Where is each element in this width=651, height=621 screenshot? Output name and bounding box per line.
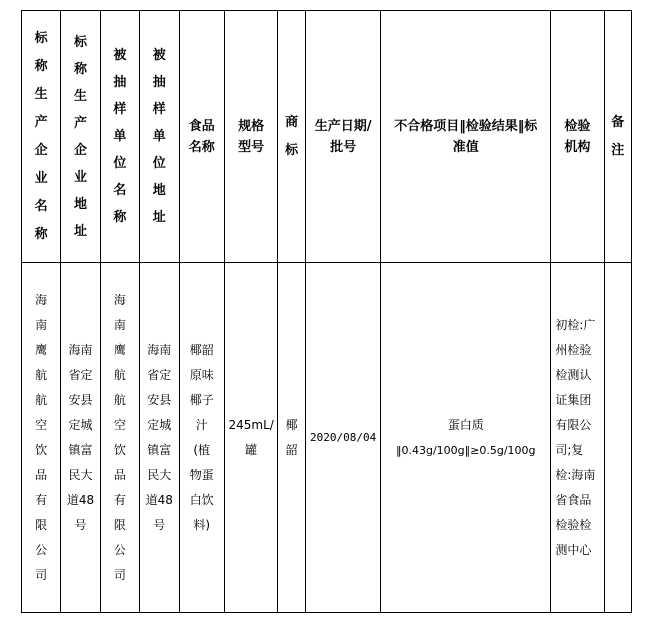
header-production-date: 生产日期/批号	[305, 11, 381, 263]
failed-item-name: 蛋白质	[447, 417, 484, 432]
sampling-results-table	[21, 10, 632, 613]
header-row	[22, 11, 632, 263]
cell-food-name: 椰韶原味椰子汁(植物蛋白饮料)	[179, 263, 224, 613]
cell-sampled-unit-address: 海南省定安县定城镇富民大道48号	[140, 263, 179, 613]
header-sampled-unit-address: 被抽样单位地址	[140, 11, 179, 263]
header-manufacturer-address: 标称生产企业地址	[61, 11, 100, 263]
cell-testing-agency: 初检:广州检验检测认证集团有限公司;复检:海南省食品检验检测中心	[551, 263, 605, 613]
header-manufacturer-name: 标称生产企业名称	[22, 11, 61, 263]
table-row	[22, 263, 632, 613]
cell-manufacturer-address: 海南省定安县定城镇富民大道48号	[61, 263, 100, 613]
failed-item-values: ‖0.43g/100g‖≥0.5g/100g	[396, 443, 536, 457]
header-failed-items: 不合格项目‖检验结果‖标准值	[381, 11, 551, 263]
header-food-name: 食品名称	[179, 11, 224, 263]
cell-remarks	[604, 263, 631, 613]
header-testing-agency: 检验机构	[551, 11, 605, 263]
cell-sampled-unit-name: 海南鹰航航空饮品有限公司	[100, 263, 139, 613]
cell-production-date: 2020/08/04	[305, 263, 381, 613]
header-brand: 商标	[278, 11, 305, 263]
cell-brand: 椰韶	[278, 263, 305, 613]
header-remarks: 备注	[604, 11, 631, 263]
cell-failed-items	[381, 263, 551, 613]
cell-manufacturer-name: 海南鹰航航空饮品有限公司	[22, 263, 61, 613]
header-sampled-unit-name: 被抽样单位名称	[100, 11, 139, 263]
header-specification: 规格型号	[224, 11, 278, 263]
cell-specification: 245mL/罐	[224, 263, 278, 613]
